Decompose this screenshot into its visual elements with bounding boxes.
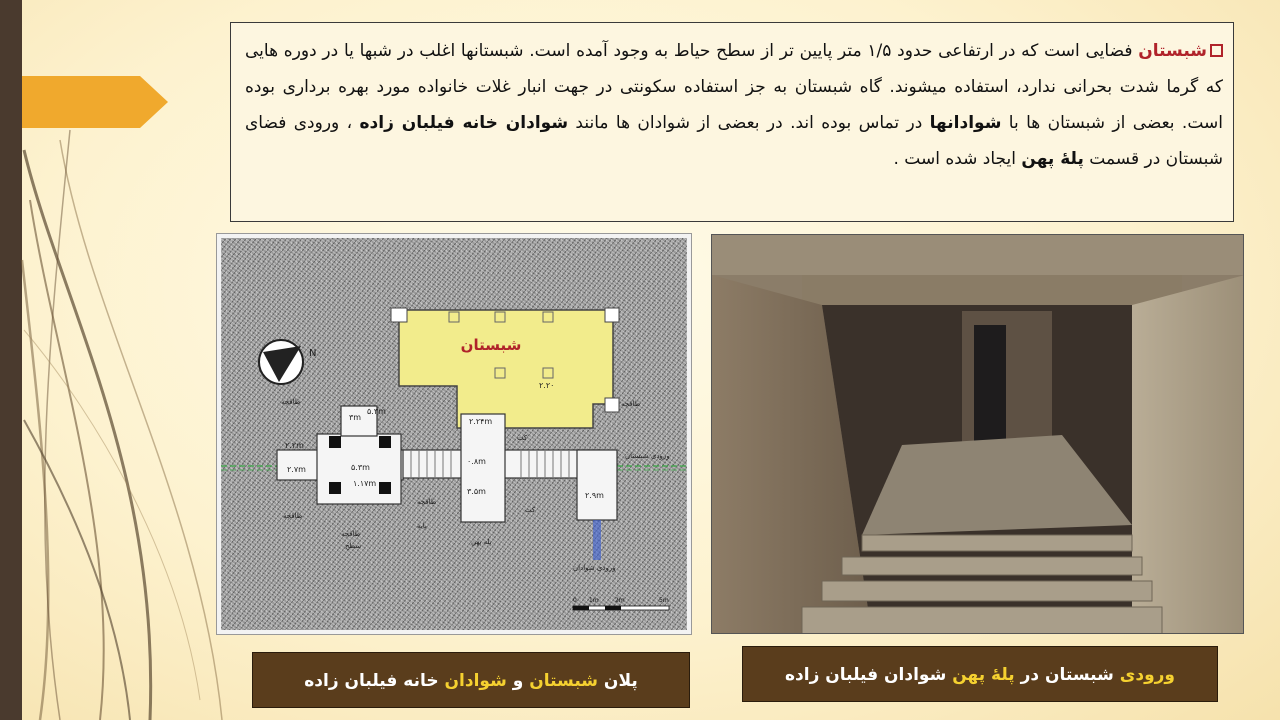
shabestan-plan-label: شبستان — [460, 336, 522, 354]
plan-note: پله پهن — [471, 538, 492, 546]
photo-caption — [742, 646, 1218, 702]
north-label: N — [309, 348, 317, 359]
plan-note: سطح — [345, 542, 362, 550]
caption-text: خانه فیلبان زاده — [304, 671, 445, 691]
caption-highlight: شبستان — [529, 671, 599, 691]
scale-bar-segment — [573, 606, 589, 610]
square-bullet-icon — [1210, 44, 1223, 57]
room-pillar — [329, 482, 341, 494]
plan-note: طاقچه — [283, 512, 303, 520]
floor-plan-drawing — [221, 238, 687, 630]
paragraph-text-2: در تماس بوده اند. در بعضی از شوادان ها مانند — [568, 113, 930, 133]
dimension-label: ۲.۲m — [285, 441, 304, 450]
plan-note: طاقچه — [281, 398, 301, 406]
stairway-photo — [711, 234, 1244, 634]
plan-note: طاقچه — [621, 400, 641, 408]
plan-note: طاقچه — [417, 498, 437, 506]
scale-label: 0 — [573, 597, 577, 604]
scale-label: 2m — [615, 597, 625, 604]
keyword-shabestan: شبستان — [1138, 41, 1207, 61]
stair-well — [577, 450, 617, 520]
dimension-label: ۳.۵m — [467, 487, 486, 496]
keyword-filban-house: شوادان خانه فیلبان زاده — [359, 113, 569, 133]
room-pier — [391, 308, 407, 322]
dimension-label: ۲.۲۴m — [469, 417, 493, 426]
dimension-label: ۰.۸m — [467, 457, 486, 466]
keyword-shavadanha: شوادانها — [929, 113, 1002, 133]
right-wall — [1132, 275, 1244, 634]
person-silhouette — [974, 325, 1006, 445]
dimension-label: ۲.۷m — [287, 465, 306, 474]
plan-note: طاقچه — [341, 530, 361, 538]
plan-caption — [252, 652, 690, 708]
top-beam — [802, 275, 1182, 305]
room-pier — [605, 308, 619, 322]
stairway-photo-drawing — [712, 235, 1244, 634]
caption-text: شوادان فیلبان زاده — [784, 665, 953, 685]
keyword-wide-stair: پلۀ پهن — [1021, 149, 1084, 169]
caption-highlight: ورودی — [1119, 665, 1175, 685]
plan-note: ورودی شوادان — [573, 564, 616, 572]
room-pillar — [379, 482, 391, 494]
scale-label: 5m — [659, 597, 669, 604]
dimension-label: ۵.۳m — [367, 407, 386, 416]
caption-text: و — [506, 671, 530, 691]
dimension-label: ۱.۱۷m — [353, 479, 377, 488]
plan-note: کت — [525, 506, 536, 514]
dimension-label: ۳m — [349, 413, 362, 422]
room-pier — [605, 398, 619, 412]
entrance-steps — [593, 520, 601, 560]
caption-highlight: پلۀ پهن — [952, 665, 1015, 685]
plan-note: ورودی شبستان — [625, 452, 670, 460]
paragraph-text-1: فضایی است که در ارتفاعی حدود ۱/۵ متر پایین تر از سطح حیاط به وجود آمده است. شبستانها اغلب در شبها یا در دوره هایی که گرما شدت بحرانی ندارد، استفاده میشوند. گاه شبستان به جز استفاده سکونتی در جهت انبار غلات خانواده مورد بهره برداری بوده است. بعضی از شبستان ها با — [245, 41, 1223, 133]
scale-bar-segment — [605, 606, 621, 610]
scale-label: 1m — [589, 597, 599, 604]
caption-text: پلان — [598, 671, 638, 691]
caption-text: شبستان در — [1014, 665, 1120, 685]
dimension-label: ۲.۹m — [585, 491, 604, 500]
plan-note: کت — [517, 434, 528, 442]
plan-note: پایه — [417, 522, 427, 530]
top-lattice — [712, 235, 1244, 275]
description-paragraph — [230, 22, 1234, 222]
vertical-passage — [461, 414, 505, 522]
dimension-label: ۵.۳m — [351, 463, 370, 472]
shabestan-room — [399, 310, 613, 428]
left-accent-bar — [0, 0, 22, 720]
arrow-tab-decoration — [22, 76, 168, 128]
room-pillar — [329, 436, 341, 448]
caption-highlight: شوادان — [444, 671, 507, 691]
floor-plan-image — [216, 233, 692, 635]
room-pillar — [379, 436, 391, 448]
dimension-label: ۲.۲۰ — [539, 381, 555, 390]
paragraph-text-4: ایجاد شده است . — [893, 149, 1022, 169]
paragraph-text-3: ، ورودی فضای شبستان در قسمت — [245, 113, 1223, 169]
